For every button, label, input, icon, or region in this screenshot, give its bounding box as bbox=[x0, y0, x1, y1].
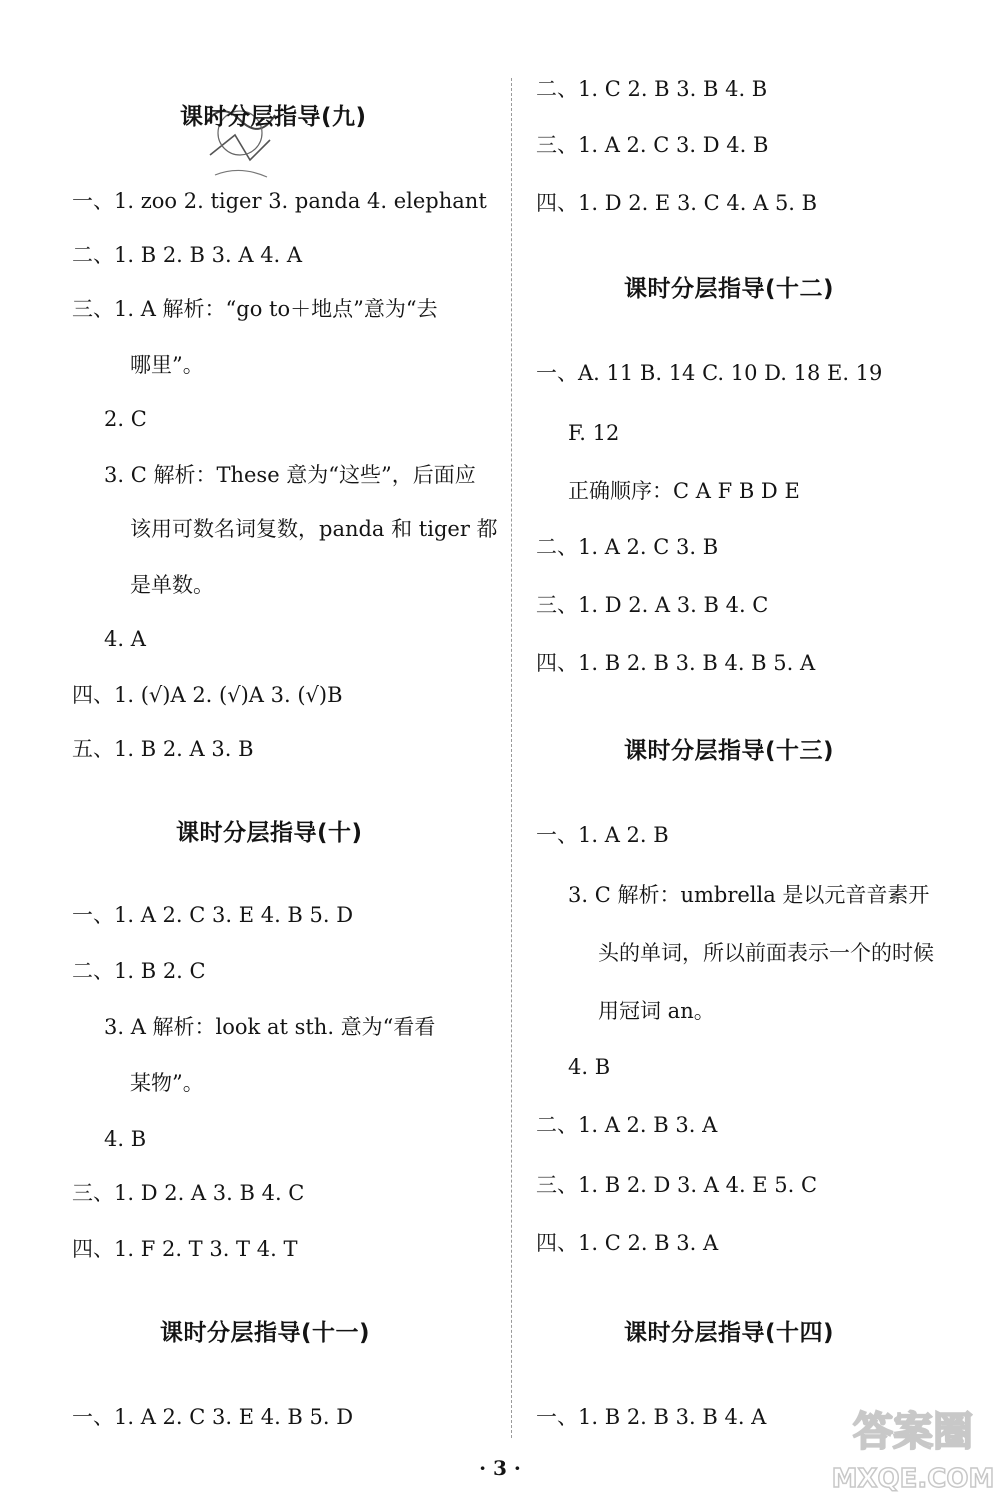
answer-line: 三、1. D 2. A 3. B 4. C bbox=[536, 593, 769, 617]
answer-line: F. 12 bbox=[568, 421, 620, 445]
answer-line: 某物”。 bbox=[130, 1071, 204, 1095]
answer-line: 一、1. zoo 2. tiger 3. panda 4. elephant bbox=[72, 189, 487, 213]
answer-line: 该用可数名词复数，panda 和 tiger 都 bbox=[130, 517, 498, 541]
heading-lesson-10: 课时分层指导(十) bbox=[176, 820, 363, 846]
answer-line: 二、1. B 2. C bbox=[72, 959, 206, 983]
answer-line: 3. C 解析：These 意为“这些”，后面应 bbox=[104, 463, 476, 487]
answer-line: 正确顺序：C A F B D E bbox=[568, 479, 800, 503]
svg-text:答案圈: 答案圈 bbox=[853, 1409, 973, 1455]
answer-line: 3. A 解析：look at sth. 意为“看看 bbox=[104, 1015, 436, 1039]
answer-line: 二、1. A 2. B 3. A bbox=[536, 1113, 718, 1137]
answer-line: 3. C 解析：umbrella 是以元音音素开 bbox=[568, 883, 930, 907]
answer-line: 二、1. B 2. B 3. A 4. A bbox=[72, 243, 303, 267]
answer-line: 4. A bbox=[104, 627, 146, 651]
answer-line: 哪里”。 bbox=[130, 353, 204, 377]
answer-line: 用冠词 an。 bbox=[598, 999, 715, 1023]
answer-line: 四、1. (√)A 2. (√)A 3. (√)B bbox=[72, 683, 343, 707]
heading-lesson-13: 课时分层指导(十三) bbox=[624, 738, 835, 764]
answer-line: 四、1. D 2. E 3. C 4. A 5. B bbox=[536, 191, 818, 215]
page-number: · 3 · bbox=[479, 1456, 521, 1480]
answer-line: 一、1. A 2. C 3. E 4. B 5. D bbox=[72, 903, 354, 927]
answer-line: 四、1. C 2. B 3. A bbox=[536, 1231, 719, 1255]
answer-line: 三、1. A 2. C 3. D 4. B bbox=[536, 133, 769, 157]
heading-lesson-11: 课时分层指导(十一) bbox=[160, 1320, 371, 1346]
answer-line: 2. C bbox=[104, 407, 147, 431]
answer-line: 头的单词，所以前面表示一个的时候 bbox=[598, 941, 934, 965]
heading-lesson-14: 课时分层指导(十四) bbox=[624, 1320, 835, 1346]
answer-line: 二、1. C 2. B 3. B 4. B bbox=[536, 77, 768, 101]
answer-line: 三、1. A 解析：“go to＋地点”意为“去 bbox=[72, 297, 438, 321]
answer-line: 4. B bbox=[568, 1055, 611, 1079]
answer-line: 五、1. B 2. A 3. B bbox=[72, 737, 254, 761]
answer-line: 二、1. A 2. C 3. B bbox=[536, 535, 719, 559]
heading-lesson-9: 课时分层指导(九) bbox=[180, 104, 367, 130]
svg-text:MXQE.COM: MXQE.COM bbox=[831, 1464, 995, 1494]
answer-line: 三、1. D 2. A 3. B 4. C bbox=[72, 1181, 305, 1205]
answer-line: 一、1. B 2. B 3. B 4. A bbox=[536, 1405, 767, 1429]
answer-line: 一、1. A 2. C 3. E 4. B 5. D bbox=[72, 1405, 354, 1429]
answer-line: 一、1. A 2. B bbox=[536, 823, 669, 847]
column-divider bbox=[511, 78, 512, 1438]
answer-line: 四、1. F 2. T 3. T 4. T bbox=[72, 1237, 298, 1261]
answer-line: 四、1. B 2. B 3. B 4. B 5. A bbox=[536, 651, 816, 675]
heading-lesson-12: 课时分层指导(十二) bbox=[624, 276, 835, 302]
watermark-logo bbox=[828, 1395, 998, 1500]
answer-line: 一、A. 11 B. 14 C. 10 D. 18 E. 19 bbox=[536, 361, 883, 385]
answer-line: 三、1. B 2. D 3. A 4. E 5. C bbox=[536, 1173, 818, 1197]
answer-line: 是单数。 bbox=[130, 573, 214, 597]
answer-line: 4. B bbox=[104, 1127, 147, 1151]
